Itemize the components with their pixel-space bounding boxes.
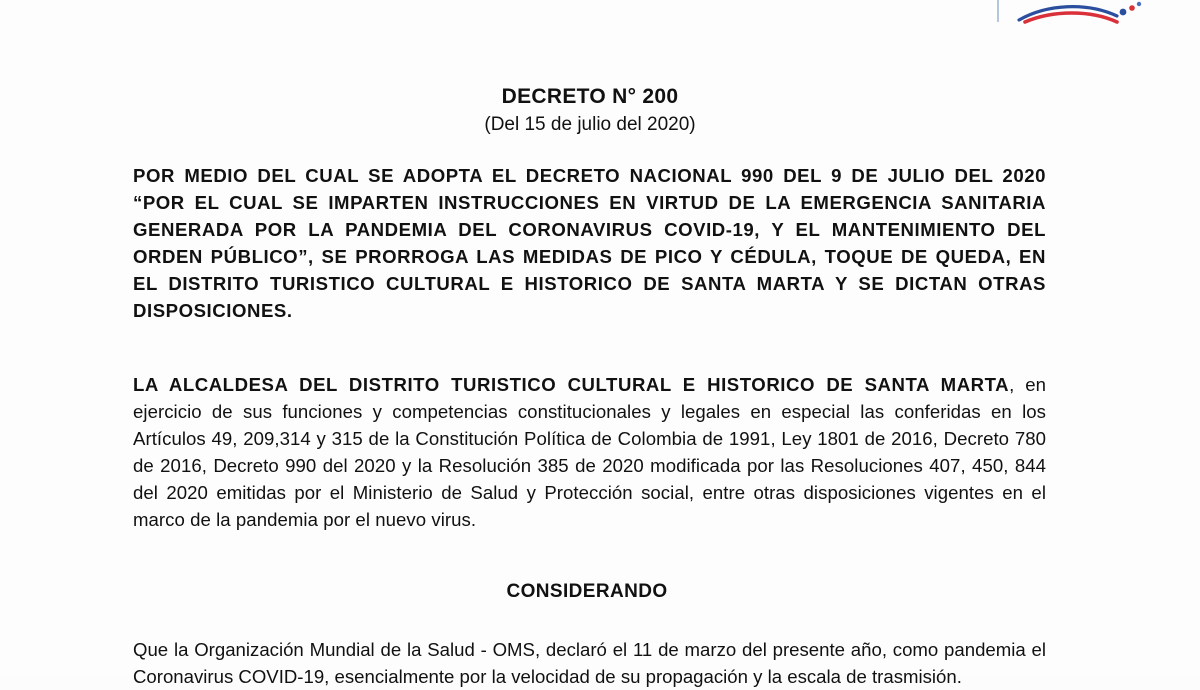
considerando-paragraph-1: Que la Organización Mundial de la Salud - OMS, declaró el 11 de marzo del presente año, como pandemia el Coronavirus COVID-19, esencialmente por la velocidad de su propagación y la escala de trasmisión.	[133, 639, 1046, 687]
decree-subject: POR MEDIO DEL CUAL SE ADOPTA EL DECRETO NACIONAL 990 DEL 9 DE JULIO DEL 2020 “POR EL CUAL SE IMPARTEN INSTRUCCIONES EN VIRTUD DE LA EMERGENCIA SANITARIA GENERADA POR LA PANDEMIA DEL CORONAVIRUS COVID-19, Y EL MANTENIMIENTO DEL ORDEN PÚBLICO”, SE PRORROGA LAS MEDIDAS DE PICO Y CÉDULA, TOQUE DE QUEDA, EN EL DISTRITO TURISTICO CULTURAL E HISTORICO DE SANTA MARTA Y SE DICTAN OTRAS DISPOSICIONES.	[133, 165, 1046, 321]
preamble-authority: LA ALCALDESA DEL DISTRITO TURISTICO CULTURAL E HISTORICO DE SANTA MARTA	[133, 374, 1010, 395]
decree-date: (Del 15 de julio del 2020)	[484, 114, 696, 135]
logo-red-swoosh	[1025, 13, 1117, 22]
preamble-paragraph	[133, 371, 1046, 533]
preamble-text: , en ejercicio de sus funciones y competencias constitucionales y legales en especial las conferidas en los Artículos 49, 209,314 y 315 de la Constitución Política de Colombia de 1991, Ley 1801 de 2016, Decreto 780 de 2016, Decreto 990 del 2020 y la Resolución 385 de 2020 modificada por las Resoluciones 407, 450, 844 del 2020 emitidas por el Ministerio de Salud y Protección social, entre otras disposiciones vigentes en el marco de la pandemia por el nuevo virus.	[133, 374, 1046, 530]
decree-title: DECRETO N° 200	[501, 85, 679, 108]
logo-dot-lightblue	[1137, 2, 1141, 6]
logo-dot-red	[1129, 5, 1135, 11]
logo-dot-blue	[1120, 9, 1127, 16]
municipal-logo-icon	[995, 0, 1155, 28]
considerando-heading: CONSIDERANDO	[506, 581, 668, 602]
